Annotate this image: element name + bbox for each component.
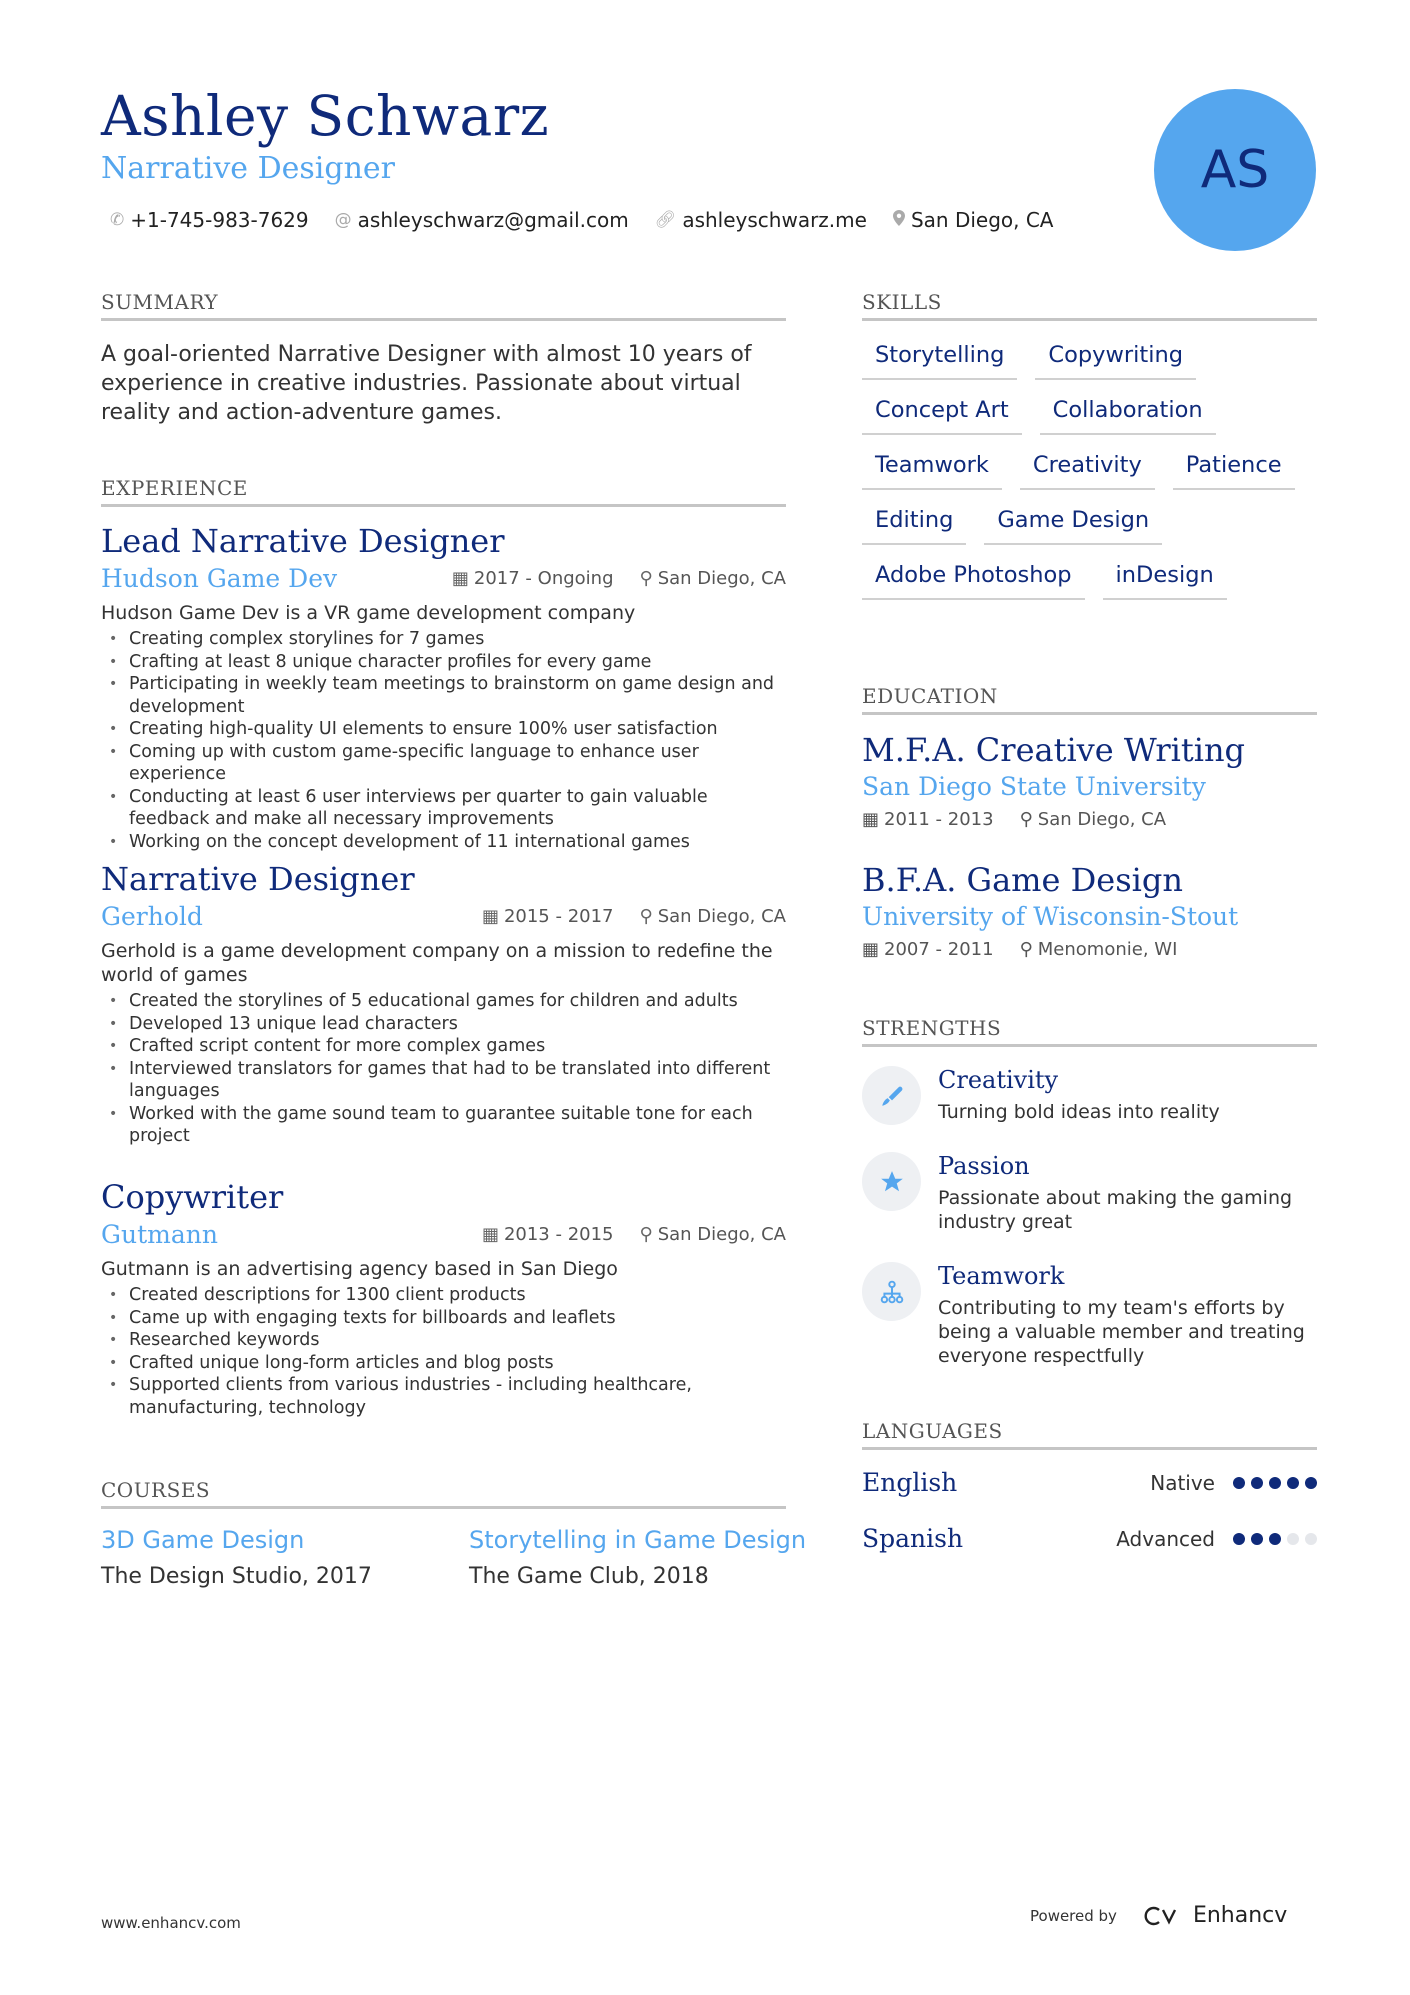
rating-dot bbox=[1305, 1533, 1317, 1545]
footer-website[interactable]: www.enhancv.com bbox=[101, 1914, 241, 1932]
location-pin-icon: ⚲ bbox=[639, 568, 653, 589]
job-dates: 2015 - 2017 bbox=[503, 906, 614, 927]
list-item: • Creating complex storylines for 7 games bbox=[129, 628, 786, 651]
summary-text: A goal-oriented Narrative Designer with almost 10 years of experience in creative industries. Passionate about virtual reality and action-adventure games. bbox=[101, 342, 752, 425]
strength-item bbox=[862, 1066, 1322, 1125]
job-entry bbox=[101, 522, 786, 853]
contact-bar bbox=[110, 208, 1054, 232]
edu-location: Menomonie, WI bbox=[1037, 939, 1178, 960]
education-entry bbox=[862, 861, 1322, 960]
rating-dot bbox=[1233, 1477, 1245, 1489]
list-item: • Crafting at least 8 unique character profiles for every game bbox=[129, 651, 786, 674]
list-item: • Developed 13 unique lead characters bbox=[129, 1013, 786, 1036]
language-name: English bbox=[862, 1468, 958, 1497]
rating-dot bbox=[1269, 1533, 1281, 1545]
degree-title: M.F.A. Creative Writing bbox=[862, 731, 1246, 769]
enhancv-logo[interactable] bbox=[1139, 1903, 1287, 1928]
rating-dot bbox=[1251, 1533, 1263, 1545]
strength-title: Passion bbox=[938, 1152, 1030, 1180]
education-heading: EDUCATION bbox=[862, 684, 1317, 715]
skills-list bbox=[862, 338, 1322, 600]
candidate-title: Narrative Designer bbox=[101, 151, 396, 186]
contact-location bbox=[893, 208, 1054, 232]
job-bullets bbox=[101, 1284, 786, 1419]
job-description: Hudson Game Dev is a VR game development company bbox=[101, 602, 636, 624]
language-name: Spanish bbox=[862, 1524, 964, 1553]
rating-dot bbox=[1233, 1533, 1245, 1545]
strength-description: Turning bold ideas into reality bbox=[938, 1101, 1220, 1123]
job-title: Lead Narrative Designer bbox=[101, 522, 505, 560]
job-bullets bbox=[101, 990, 786, 1148]
school-name: University of Wisconsin-Stout bbox=[862, 902, 1239, 931]
course-entry bbox=[469, 1526, 807, 1589]
skills-heading: SKILLS bbox=[862, 290, 1317, 321]
languages-heading: LANGUAGES bbox=[862, 1419, 1317, 1450]
language-rating bbox=[1233, 1477, 1317, 1489]
location-pin-icon: ⚲ bbox=[1019, 809, 1033, 830]
skill-tag: Teamwork bbox=[862, 448, 1002, 490]
list-item: • Worked with the game sound team to guarantee suitable tone for each project bbox=[129, 1103, 786, 1148]
language-rating bbox=[1233, 1533, 1317, 1545]
edu-dates: 2011 - 2013 bbox=[884, 809, 994, 830]
job-location: San Diego, CA bbox=[657, 568, 786, 589]
website-text: ashleyschwarz.me bbox=[682, 208, 867, 232]
course-title: Storytelling in Game Design bbox=[469, 1526, 807, 1554]
skill-tag: Patience bbox=[1173, 448, 1295, 490]
contact-website[interactable] bbox=[655, 208, 867, 232]
degree-title: B.F.A. Game Design bbox=[862, 861, 1183, 899]
phone-icon: ✆ bbox=[110, 210, 125, 230]
list-item: • Came up with engaging texts for billboards and leaflets bbox=[129, 1307, 786, 1330]
strength-title: Teamwork bbox=[938, 1262, 1065, 1290]
course-entry bbox=[101, 1526, 431, 1589]
rating-dot bbox=[1305, 1477, 1317, 1489]
email-text: ashleyschwarz@gmail.com bbox=[357, 208, 629, 232]
list-item: • Created the storylines of 5 educational games for children and adults bbox=[129, 990, 786, 1013]
skill-tag: Creativity bbox=[1020, 448, 1155, 490]
job-dates: 2013 - 2015 bbox=[503, 1224, 614, 1245]
skill-tag: Copywriting bbox=[1035, 338, 1196, 380]
course-title: 3D Game Design bbox=[101, 1526, 305, 1554]
courses-heading: COURSES bbox=[101, 1478, 786, 1509]
contact-email[interactable] bbox=[335, 208, 629, 232]
list-item: • Creating high-quality UI elements to ensure 100% user satisfaction bbox=[129, 718, 786, 741]
rating-dot bbox=[1251, 1477, 1263, 1489]
skill-tag: Adobe Photoshop bbox=[862, 558, 1085, 600]
job-dates: 2017 - Ongoing bbox=[473, 568, 614, 589]
list-item: • Coming up with custom game-specific language to enhance user experience bbox=[129, 741, 786, 786]
star-icon bbox=[862, 1152, 921, 1211]
job-title: Copywriter bbox=[101, 1178, 284, 1216]
summary-heading: SUMMARY bbox=[101, 290, 786, 321]
footer-branding bbox=[1030, 1903, 1287, 1928]
skill-tag: inDesign bbox=[1103, 558, 1227, 600]
rating-dot bbox=[1287, 1533, 1299, 1545]
job-location: San Diego, CA bbox=[657, 906, 786, 927]
language-item bbox=[862, 1524, 1317, 1553]
location-pin-icon bbox=[893, 210, 905, 231]
skill-tag: Concept Art bbox=[862, 393, 1022, 435]
avatar: AS bbox=[1154, 89, 1316, 251]
strength-title: Creativity bbox=[938, 1066, 1059, 1094]
hierarchy-icon bbox=[862, 1262, 921, 1321]
phone-text: +1-745-983-7629 bbox=[130, 208, 309, 232]
link-icon: 🔗︎ bbox=[654, 210, 677, 230]
calendar-icon: ▦ bbox=[451, 568, 469, 589]
language-level: Advanced bbox=[1116, 1526, 1215, 1551]
list-item: • Interviewed translators for games that had to be translated into different languages bbox=[129, 1058, 786, 1103]
strength-description: Passionate about making the gaming industry great bbox=[938, 1187, 1293, 1233]
edu-location: San Diego, CA bbox=[1037, 809, 1167, 830]
list-item: • Supported clients from various industries - including healthcare, manufacturing, technology bbox=[129, 1374, 786, 1419]
job-description: Gutmann is an advertising agency based in San Diego bbox=[101, 1258, 618, 1280]
edu-dates: 2007 - 2011 bbox=[884, 939, 994, 960]
job-entry bbox=[101, 1178, 786, 1419]
skill-tag: Storytelling bbox=[862, 338, 1017, 380]
school-name: San Diego State University bbox=[862, 772, 1206, 801]
strength-item bbox=[862, 1262, 1322, 1368]
course-provider: The Game Club, 2018 bbox=[469, 1564, 709, 1589]
job-description: Gerhold is a game development company on a mission to redefine the world of games bbox=[101, 940, 773, 986]
location-pin-icon: ⚲ bbox=[639, 1224, 653, 1245]
at-icon: @ bbox=[334, 210, 352, 230]
language-item bbox=[862, 1468, 1317, 1497]
rating-dot bbox=[1287, 1477, 1299, 1489]
location-text: San Diego, CA bbox=[910, 208, 1054, 232]
contact-phone[interactable] bbox=[110, 208, 309, 232]
company-name: Gutmann bbox=[101, 1220, 218, 1249]
language-level: Native bbox=[1150, 1470, 1215, 1495]
powered-by-label: Powered by bbox=[1030, 1906, 1117, 1925]
calendar-icon: ▦ bbox=[862, 809, 880, 830]
location-pin-icon: ⚲ bbox=[639, 906, 653, 927]
list-item: • Crafted script content for more complex games bbox=[129, 1035, 786, 1058]
strengths-heading: STRENGTHS bbox=[862, 1016, 1317, 1047]
job-entry bbox=[101, 860, 786, 1148]
list-item: • Conducting at least 6 user interviews per quarter to gain valuable feedback and make all necessary improvements bbox=[129, 786, 786, 831]
list-item: • Participating in weekly team meetings to brainstorm on game design and development bbox=[129, 673, 786, 718]
strength-description: Contributing to my team's efforts by being a valuable member and treating everyone respectfully bbox=[938, 1297, 1305, 1367]
rating-dot bbox=[1269, 1477, 1281, 1489]
location-pin-icon: ⚲ bbox=[1019, 939, 1033, 960]
list-item: • Researched keywords bbox=[129, 1329, 786, 1352]
company-name: Hudson Game Dev bbox=[101, 564, 338, 593]
skill-tag: Editing bbox=[862, 503, 966, 545]
education-entry bbox=[862, 731, 1322, 830]
skill-tag: Collaboration bbox=[1040, 393, 1216, 435]
calendar-icon: ▦ bbox=[481, 1224, 499, 1245]
brand-name: Enhancv bbox=[1192, 1903, 1288, 1928]
job-location: San Diego, CA bbox=[657, 1224, 786, 1245]
company-name: Gerhold bbox=[101, 902, 203, 931]
candidate-name: Ashley Schwarz bbox=[101, 84, 550, 148]
skill-tag: Game Design bbox=[984, 503, 1162, 545]
calendar-icon: ▦ bbox=[481, 906, 499, 927]
job-title: Narrative Designer bbox=[101, 860, 415, 898]
experience-heading: EXPERIENCE bbox=[101, 476, 786, 507]
course-provider: The Design Studio, 2017 bbox=[101, 1564, 372, 1589]
list-item: • Working on the concept development of 11 international games bbox=[129, 831, 786, 854]
pen-icon bbox=[862, 1066, 921, 1125]
strength-item bbox=[862, 1152, 1322, 1234]
calendar-icon: ▦ bbox=[862, 939, 880, 960]
list-item: • Created descriptions for 1300 client products bbox=[129, 1284, 786, 1307]
list-item: • Crafted unique long-form articles and blog posts bbox=[129, 1352, 786, 1375]
job-bullets bbox=[101, 628, 786, 853]
